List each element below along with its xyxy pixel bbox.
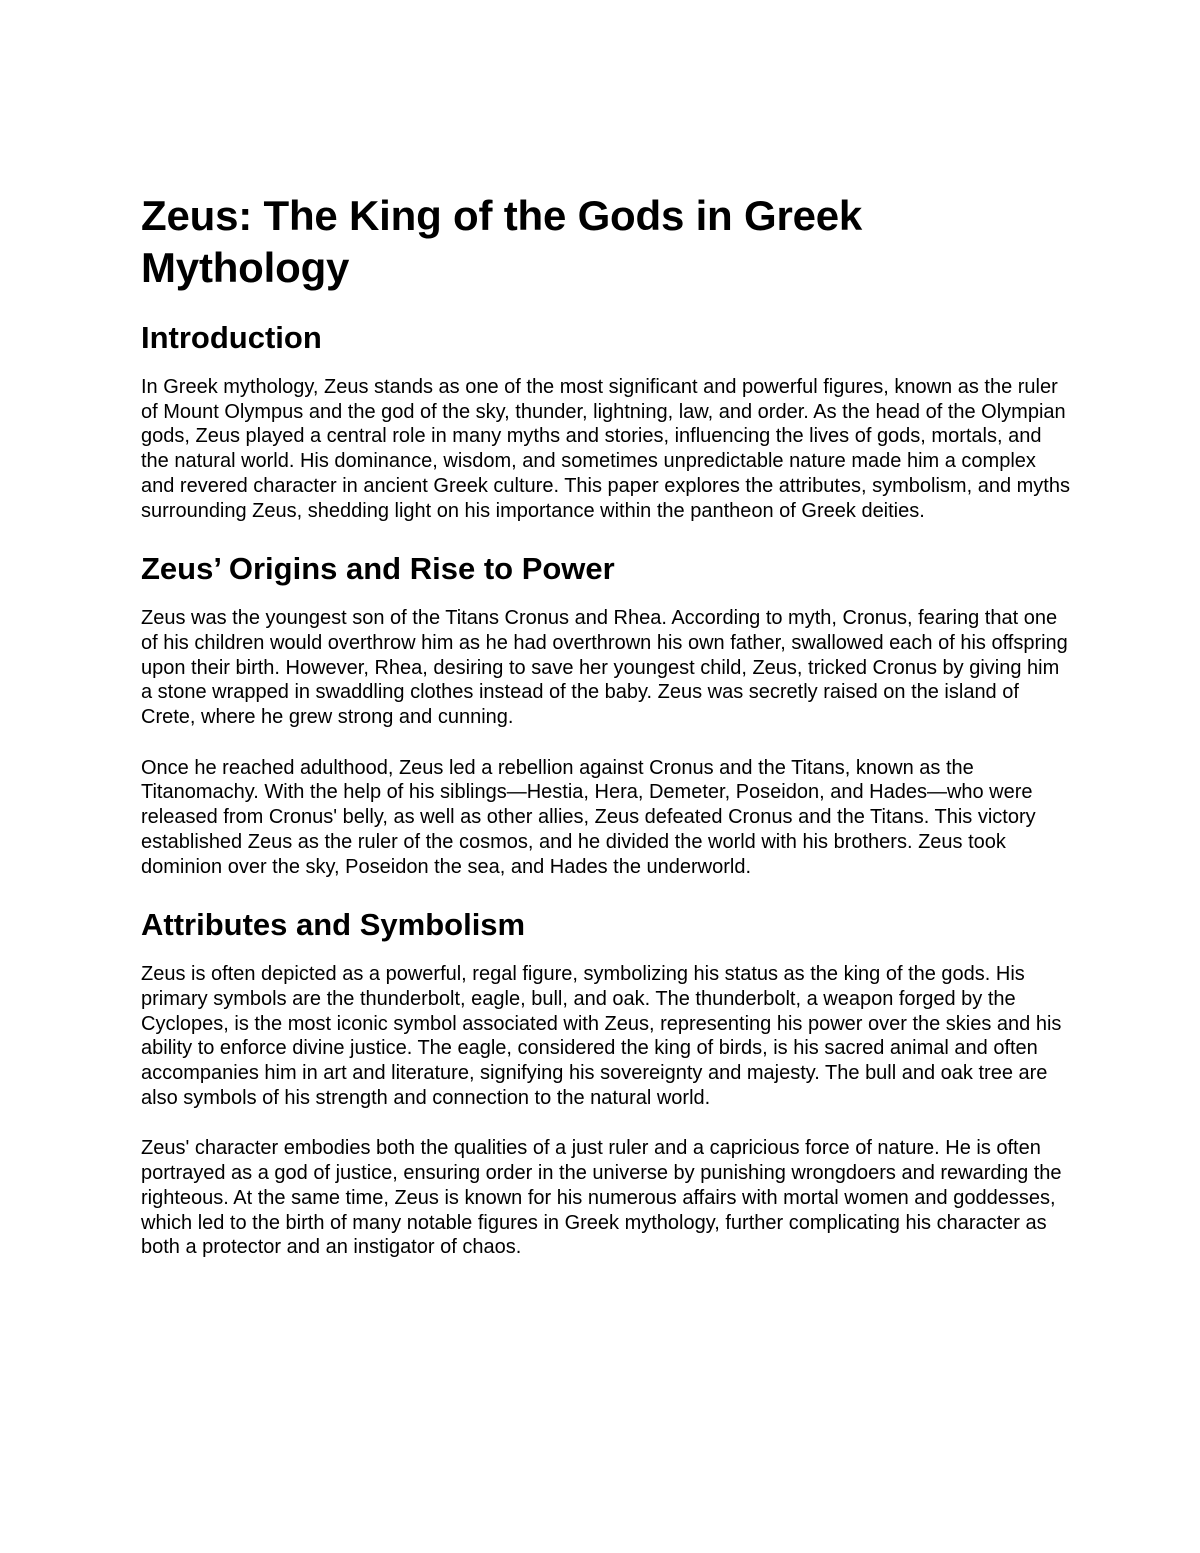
section-heading: Introduction [141,320,322,355]
paragraph: Once he reached adulthood, Zeus led a rebellion against Cronus and the Titans, known as the Titanomachy. With the help of his siblings—Hestia, Hera, Demeter, Poseidon, and Hades—who were released from Cronus' belly, as well as other allies, Zeus defeated Cronus and the Titans. This victory established Zeus as the ruler of the cosmos, and he divided the world with his brothers. Zeus took dominion over the sky, Poseidon the sea, and Hades the underworld. [141,756,1036,878]
paragraph: Zeus is often depicted as a powerful, regal figure, symbolizing his status as the king of the gods. His primary symbols are the thunderbolt, eagle, bull, and oak. The thunderbolt, a weapon forged by the Cyclopes, is the most iconic symbol associated with Zeus, representing his power over the skies and his ability to enforce divine justice. The eagle, considered the king of birds, is his sacred animal and often accompanies him in art and literature, signifying his sovereignty and majesty. The bull and oak tree are also symbols of his strength and connection to the natural world. [141,963,1062,1109]
paragraph: Zeus was the youngest son of the Titans Cronus and Rhea. According to myth, Cronus, fearing that one of his children would overthrow him as he had overthrown his own father, swallowed each of his offspring upon their birth. However, Rhea, desiring to save her youngest child, Zeus, tricked Cronus by giving him a stone wrapped in swaddling clothes instead of the baby. Zeus was secretly raised on the island of Crete, where he grew strong and cunning. [141,607,1068,729]
section-origins [141,549,1071,879]
paragraph: Zeus' character embodies both the qualities of a just ruler and a capricious force of nature. He is often portrayed as a god of justice, ensuring order in the universe by punishing wrongdoers and rewarding the righteous. At the same time, Zeus is known for his numerous affairs with mortal women and goddesses, which led to the birth of many notable figures in Greek mythology, further complicating his character as both a protector and an instigator of chaos. [141,1137,1062,1259]
paragraph: In Greek mythology, Zeus stands as one of the most significant and powerful figures, known as the ruler of Mount Olympus and the god of the sky, thunder, lightning, law, and order. As the head of the Olympian gods, Zeus played a central role in many myths and stories, influencing the lives of gods, mortals, and the natural world. His dominance, wisdom, and sometimes unpredictable nature made him a complex and revered character in ancient Greek culture. This paper explores the attributes, symbolism, and myths surrounding Zeus, shedding light on his importance within the pantheon of Greek deities. [141,376,1070,522]
document-page [141,190,1071,1286]
section-attributes [141,905,1071,1260]
section-introduction [141,318,1071,523]
section-heading: Zeus’ Origins and Rise to Power [141,551,615,587]
section-heading: Attributes and Symbolism [141,907,526,943]
document-title: Zeus: The King of the Gods in Greek Mythology [141,192,863,291]
